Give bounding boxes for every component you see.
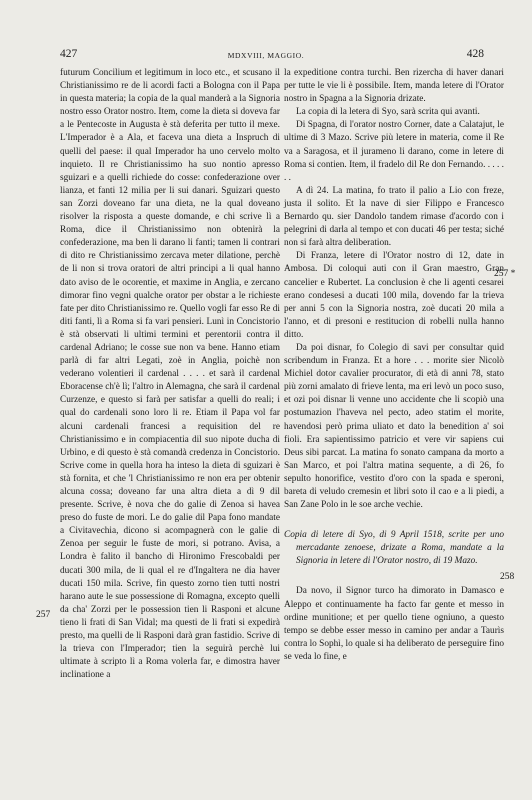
right-column (284, 67, 504, 664)
margin-number-right: 257 * (494, 269, 516, 279)
paragraph: A dì 24. La matina, fo trato il palio a Lio con freze, justa il solito. Et la nave di sier Filippo e Francesco Bernardo qu. sier Dandolo tandem rimase d'acordo con i pelegrini di darla al tempo et con ducati 46 per testa; siché non si farà altra deliberation. (284, 185, 504, 249)
paragraph: la expeditione contra turchi. Ben rizercha di haver danari per tutte le vie li è possibile. Item, manda letere di l'Orator nostro in Spagna a la Signoria drizate. (284, 68, 504, 105)
paragraph: La copia di la letera di Syo, sarà scrita qui avanti. (296, 107, 480, 118)
section-heading: Copia di letere di Syo, di 9 April 1518, scrite per uno mercadante zenoese, drizate a Roma, mandate a la Signoria in letere di l'Orator nostro, di 19 Mazo. (284, 530, 504, 567)
left-column-text: futurum Concilium et legitimum in loco etc., et scusano il Christianissimo re de li acordi facti a Bologna con il Papa in questa materia; la copia de la qual manderà a la Signoria nostro esso Orator nostro. Item, come la dieta si doveva far a le Pentecoste in Augusta è stà deferita per tutto il mexe. L'Imperador è a Ala, et faceva una dieta a Inspruch di quelli del paese: il qual Imperador ha uno cervelo molto inquieto. Il re Christianissimo ha suo nontio apresso sguizari e a quelli richiede do cosse: confederazione over lianza, et fanti 12 milia per li sui danari. Sguizari questo san Zorzi doveano far una dieta, ne la qual doveano risolver la risposta a queste domande, e chi scrive lì a Roma, dice il Christianissimo non obtenirà la confederazione, ma ben li darano li fanti; tamen li contrari di dito re Christianissimo zercava meter dilatione, perchè de li non si trova oratori de altri principi a li qual hanno dato aviso de le ocorentie, et maxime in Anglia, e zercano dimorar fino vegni qualche orator per obstar a le richieste fate per dito Christianissimo re. Quello vogli far esso Re di diti fanti, lì a Roma si fa vari pensieri. Lunì in Concistorio è stà observati li ultimi termini et perentorii contra il cardenal Adriano; le cosse sue non va bene. Hanno etiam parlà di far altri Legati, zoè in Anglia, poichè non vederano volentieri il cardenal . . . . et sarà il cardenal Eboracense ch'è lì; l'altro in Alemagna, che sarà il cardenal Curzenze, e questo si farà per satisfar a quelli do reali; i qual do cardenali sono loro li re. Etiam il Papa vol far alcuni cardenali francesi a requisition del re Christianissimo e in compiacentia dil suo nipote ducha di Urbino, e di questo è stà comandà credenza in Concistorio. Scrive come in quella hora ha inteso la dieta di sguizari è stà fornita, et che 'l Christianissimo re non era per obtenir alcuna cossa; doveano far una altra dieta a dì 9 dil presente. Scrive, è nova che do galie di Zenoa si havea preso do fuste de mori. Le do galie dil Papa fono mandate a Civitavechia, dicono si acompagnerà con le galie di Zenoa per seguir le fuste de mori, si potrano. Avisa, a Londra è falito il bancho di Hironimo Frescobaldi per ducati 300 mila, de li qual el re d'Ingaltera ne dia haver ducati 150 mila. Scrive, fin questo zorno tien tutti nostri harano aute le sue possessione di Romagna, excepto quelli da cha' Zorzi per le possession tien li Rasponi et alcune tieno li frati di San Vidal; ma questi de li frati si expedirà presto, ma quelli de li Rasponi darà gran fastidio. Scrive di la trieva con l'Imperador; tien la seguirà perchè lui ultimate à scripto lì a Roma volerla far, e dimostra haver inclinatione a (60, 68, 280, 681)
paragraph: Da poi disnar, fo Colegio di savi per consultar quid scribendum in Franza. Et a hore . . . morite sier Nicolò Michiel dotor cavalier procurator, di età di anni 78, stato più zorni amalato di frieve lenta, ma eri levò un poco suso, et ozi poi disnar li venne uno accidente che li scopiò una postumazion l'haveva nel pecto, adeo statim el morite, havendosi però prima uliato et dato la benedition a' soi fioli. Era sapientissimo patricio et vere vir sapiens cui Deus sibi parcat. La matina fo sonato campana da morto a San Marco, et poi l'altra matina sequente, a dì 26, fo sepulto honorifice, vestito d'oro con la spada e speroni, bareta di veludo cremesin et libri soto il cao e a li piedi, a San Zane Polo in le soe arche vechie. (284, 342, 504, 511)
running-header (0, 47, 532, 61)
left-column (60, 67, 280, 682)
margin-number-left: 257 (36, 610, 51, 620)
paragraph: Da novo, il Signor turco ha dimorato in Damasco e Aleppo et continuamente ha facto far gente et messo in ordine munitione; et per quello tiene ogniuno, a questo tempo se debbe esser messo in camino per andar a Taurìs contra lo Sophì, lo quale si ha deliberato de perseguire fino se veda lo fine, e (284, 586, 504, 662)
paragraph: Di Spagna, di l'orator nostro Corner, date a Calatajut, le ultime di 3 Mazo. Scrive più letere in materia, come il Re va a Saragosa, et il jurameno li darano, come in letere di Roma si contien. Item, il fradelo dil Re don Fernando. . . . . . . (284, 120, 504, 183)
margin-number-right: 258 (500, 572, 515, 582)
page-number-right: 428 (466, 48, 484, 60)
paragraph: Di Franza, letere di l'Orator nostro di 12, date in Ambosa. Di coloqui auti con il Gran maestro, Gran cancelier e Rubertet. La conclusion è che li agenti cesarei erano condesesi a ducati 100 mila, dovendo far la trieva per anni 5 con la Signoria nostra, zoè ducati 20 mila a l'anno, et di presoni e restitucion di robelli nulla hanno ditto. (284, 251, 504, 340)
running-title: MDXVIII, MAGGIO. (227, 51, 305, 60)
page-number-left: 427 (60, 48, 78, 60)
